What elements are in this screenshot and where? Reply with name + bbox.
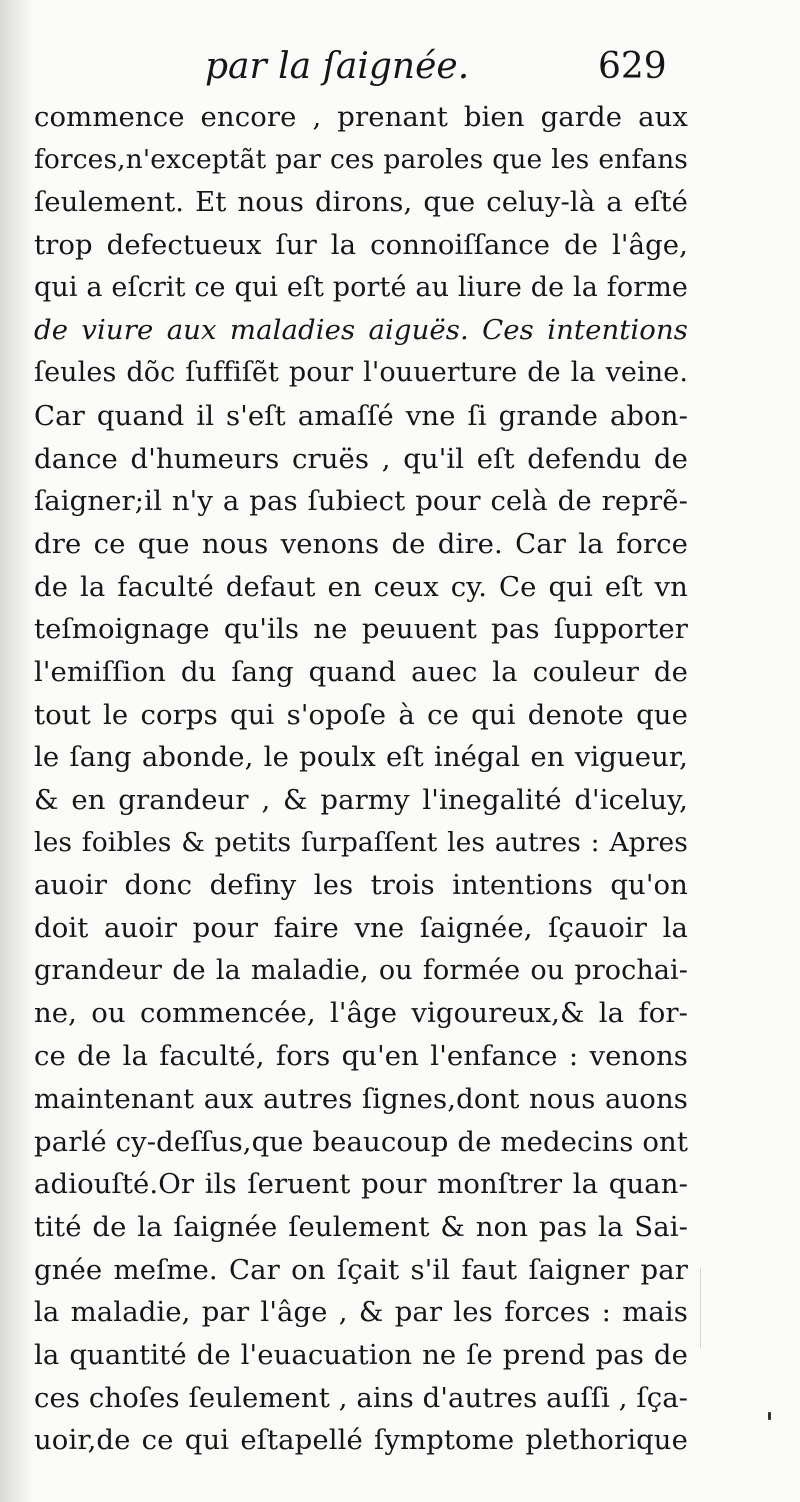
text-line: ne, ou commencée, l'âge vigoureux,& la for- (34, 997, 688, 1030)
page-header (0, 46, 800, 96)
text-line: les foibles & petits ſurpaſſent les autres : Apres (34, 826, 688, 858)
text-line: de viure aux maladies aiguës. Ces intentions (34, 314, 688, 347)
text-line: parlé cy-deſſus,que beaucoup de medecins ont (34, 1125, 688, 1158)
text-line: auoir donc definy les trois intentions qu'on (34, 869, 688, 902)
text-line: ſeulement. Et nous dirons, que celuy-là a eſté (34, 186, 688, 219)
page-number: 629 (598, 46, 667, 87)
text-line: Car quand il s'eſt amaſſé vne ſi grande abon- (34, 399, 688, 432)
ink-speck (768, 1412, 771, 1420)
text-line: teſmoignage qu'ils ne peuuent pas ſupporter (34, 613, 688, 646)
text-line: doit auoir pour faire vne ſaignée, ſçauoir la (34, 912, 688, 945)
text-line: le ſang abonde, le poulx eſt inégal en vigueur, (34, 741, 688, 774)
text-line: maintenant aux autres ſignes,dont nous auons (34, 1082, 688, 1115)
text-line: tout le corps qui s'opoſe à ce qui denote que (34, 698, 688, 731)
text-line: ce de la faculté, fors qu'en l'enfance : venons (34, 1040, 688, 1073)
text-line: commence encore , prenant bien garde aux (34, 101, 688, 133)
text-line: l'emiſſion du ſang quand auec la couleur de (34, 655, 688, 688)
text-line: ces choſes ſeulement , ains d'autres auſſi , ſça- (34, 1381, 689, 1414)
text-line: & en grandeur , & parmy l'inegalité d'iceluy, (34, 784, 688, 816)
paper-crease (700, 1268, 701, 1348)
text-line: tité de la ſaignée ſeulement & non pas la Sai- (34, 1210, 688, 1243)
text-line: la maladie, par l'âge , & par les forces : mais (34, 1296, 688, 1329)
text-line: ſeules dõc ſuffiſẽt pour l'ouuerture de la veine. (34, 357, 688, 389)
text-line: qui a eſcrit ce qui eſt porté au liure de la forme (34, 271, 688, 303)
binding-shadow (0, 0, 34, 1502)
text-line: ſaigner;il n'y a pas ſubiect pour celà de reprẽ- (34, 485, 688, 518)
text-line: gnée meſme. Car on ſçait s'il faut ſaigner par (34, 1253, 688, 1286)
text-line: uoir,de ce qui eſtapellé ſymptome plethorique (34, 1424, 688, 1457)
text-line: adiouſté.Or ils ſeruent pour monſtrer la quan- (34, 1168, 688, 1201)
text-line: de la faculté defaut en ceux cy. Ce qui eſt vn (34, 570, 688, 603)
text-line: la quantité de l'euacuation ne ſe prend pas de (34, 1338, 688, 1371)
body-text (34, 96, 688, 1462)
text-line: dre ce que nous venons de dire. Car la force (34, 527, 688, 560)
running-title: par la ſaignée. (205, 46, 470, 87)
text-line: dance d'humeurs cruës , qu'il eſt defendu de (34, 442, 688, 475)
text-line: trop defectueux ſur la connoiſſance de l'âge, (34, 229, 688, 262)
text-line: grandeur de la maladie, ou formée ou prochai- (34, 954, 688, 986)
text-line: forces,n'exceptãt par ces paroles que les enfans (34, 143, 688, 175)
